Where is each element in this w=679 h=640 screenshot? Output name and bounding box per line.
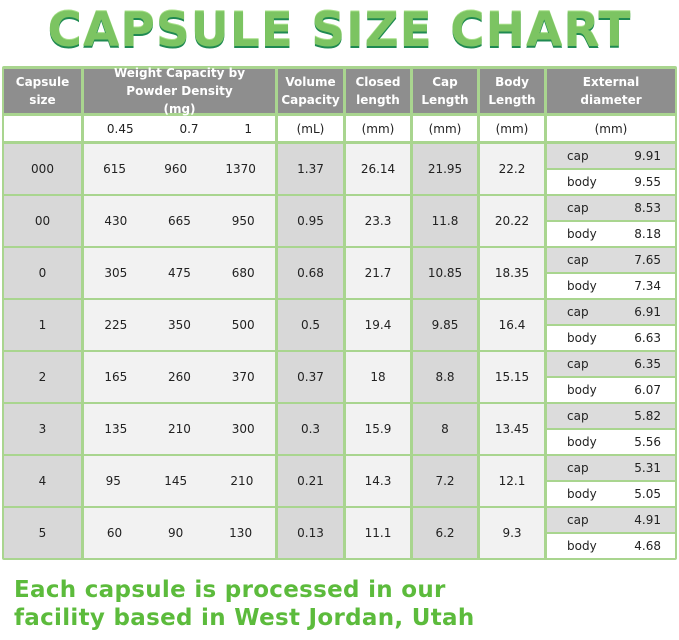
diameter-value: 7.34: [634, 279, 661, 293]
cell-weights: [84, 196, 275, 246]
cell-body-length: 15.15: [480, 352, 544, 402]
cell-capsule-size: 000: [4, 144, 81, 194]
weight-value: 210: [168, 422, 191, 436]
weight-value: 615: [103, 162, 126, 176]
weight-value: 475: [168, 266, 191, 280]
cell-diameter-cap: [547, 300, 675, 324]
cell-body-length: 13.45: [480, 404, 544, 454]
header-external-diameter: External diameter: [547, 69, 675, 113]
unit-diameter: (mm): [547, 116, 675, 141]
cell-volume: 0.68: [278, 248, 343, 298]
unit-body: (mm): [480, 116, 544, 141]
cell-body-length: 16.4: [480, 300, 544, 350]
cell-cap-length: 10.85: [413, 248, 477, 298]
diameter-part-label: cap: [567, 513, 589, 527]
cell-capsule-size: 4: [4, 456, 81, 506]
cell-diameter-cap: [547, 404, 675, 428]
cell-weights: [84, 508, 275, 558]
cell-capsule-size: 5: [4, 508, 81, 558]
diameter-value: 6.35: [634, 357, 661, 371]
weight-value: 300: [231, 422, 255, 436]
cell-body-length: 20.22: [480, 196, 544, 246]
weight-value: 130: [229, 526, 253, 540]
footer-line-2: facility based in West Jordan, Utah: [14, 605, 475, 631]
weight-value: 90: [168, 526, 184, 540]
cell-diameter-body: [547, 274, 675, 298]
cell-closed-length: 19.4: [346, 300, 410, 350]
cell-weights: [84, 352, 275, 402]
diameter-value: 5.31: [634, 461, 661, 475]
cell-body-length: 22.2: [480, 144, 544, 194]
weight-value: 665: [168, 214, 191, 228]
weight-value: 350: [168, 318, 191, 332]
cell-volume: 0.95: [278, 196, 343, 246]
diameter-part-label: body: [567, 487, 597, 501]
cell-closed-length: 26.14: [346, 144, 410, 194]
cell-diameter-cap: [547, 248, 675, 272]
diameter-part-label: body: [567, 383, 597, 397]
diameter-part-label: body: [567, 279, 597, 293]
cell-diameter-cap: [547, 196, 675, 220]
cell-volume: 0.3: [278, 404, 343, 454]
cell-closed-length: 11.1: [346, 508, 410, 558]
diameter-value: 4.91: [634, 513, 661, 527]
unit-volume: (mL): [278, 116, 343, 141]
diameter-value: 7.65: [634, 253, 661, 267]
diameter-value: 4.68: [634, 539, 661, 553]
diameter-part-label: body: [567, 227, 597, 241]
diameter-part-label: cap: [567, 409, 589, 423]
diameter-value: 8.53: [634, 201, 661, 215]
cell-diameter-body: [547, 482, 675, 506]
weight-value: 500: [231, 318, 255, 332]
cell-closed-length: 14.3: [346, 456, 410, 506]
diameter-part-label: body: [567, 331, 597, 345]
diameter-part-label: cap: [567, 253, 589, 267]
weight-value: 430: [104, 214, 128, 228]
density-label: 0.7: [179, 121, 199, 136]
diameter-part-label: body: [567, 435, 597, 449]
cell-weights: [84, 248, 275, 298]
weight-value: 95: [105, 474, 121, 488]
cell-capsule-size: 00: [4, 196, 81, 246]
cell-cap-length: 21.95: [413, 144, 477, 194]
header-body-length: Body Length: [480, 69, 544, 113]
diameter-part-label: cap: [567, 461, 589, 475]
cell-cap-length: 7.2: [413, 456, 477, 506]
cell-closed-length: 15.9: [346, 404, 410, 454]
unit-closed: (mm): [346, 116, 410, 141]
cell-closed-length: 18: [346, 352, 410, 402]
cell-diameter-cap: [547, 456, 675, 480]
weight-value: 165: [104, 370, 128, 384]
weight-value: 225: [104, 318, 128, 332]
cell-volume: 1.37: [278, 144, 343, 194]
cell-diameter-body: [547, 534, 675, 558]
diameter-part-label: cap: [567, 201, 589, 215]
cell-closed-length: 21.7: [346, 248, 410, 298]
cell-diameter-body: [547, 170, 675, 194]
cell-capsule-size: 3: [4, 404, 81, 454]
cell-diameter-body: [547, 430, 675, 454]
cell-diameter-body: [547, 222, 675, 246]
cell-cap-length: 8: [413, 404, 477, 454]
capsule-size-table: [2, 66, 677, 560]
cell-volume: 0.5: [278, 300, 343, 350]
weight-value: 60: [106, 526, 123, 540]
diameter-part-label: cap: [567, 149, 589, 163]
cell-volume: 0.37: [278, 352, 343, 402]
weight-value: 135: [104, 422, 128, 436]
weight-value: 960: [164, 162, 188, 176]
cell-capsule-size: 1: [4, 300, 81, 350]
cell-capsule-size: 0: [4, 248, 81, 298]
header-weight-capacity: Weight Capacity by Powder Density (mg): [84, 69, 275, 113]
cell-volume: 0.13: [278, 508, 343, 558]
header-closed-length: Closed length: [346, 69, 410, 113]
weight-value: 950: [231, 214, 255, 228]
footer-line-1: Each capsule is processed in our: [14, 577, 446, 603]
density-label: 0.45: [106, 121, 134, 136]
cell-diameter-cap: [547, 508, 675, 532]
cell-cap-length: 9.85: [413, 300, 477, 350]
diameter-value: 5.05: [634, 487, 661, 501]
diameter-part-label: cap: [567, 305, 589, 319]
cell-body-length: 18.35: [480, 248, 544, 298]
cell-closed-length: 23.3: [346, 196, 410, 246]
unit-size-blank: [4, 116, 81, 141]
diameter-value: 9.55: [634, 175, 661, 189]
cell-volume: 0.21: [278, 456, 343, 506]
cell-weights: [84, 300, 275, 350]
unit-densities: [84, 116, 275, 141]
weight-value: 305: [104, 266, 128, 280]
footer-note: [14, 576, 674, 632]
cell-weights: [84, 404, 275, 454]
header-capsule-size: Capsule size: [4, 69, 81, 113]
weight-value: 1370: [225, 162, 256, 176]
diameter-value: 6.63: [634, 331, 661, 345]
diameter-value: 5.82: [634, 409, 661, 423]
cell-cap-length: 11.8: [413, 196, 477, 246]
chart-title: CAPSULE SIZE CHART: [47, 3, 632, 58]
weight-value: 370: [231, 370, 255, 384]
header-volume-capacity: Volume Capacity: [278, 69, 343, 113]
diameter-value: 5.56: [634, 435, 661, 449]
cell-weights: [84, 144, 275, 194]
cell-body-length: 12.1: [480, 456, 544, 506]
diameter-value: 6.07: [634, 383, 661, 397]
cell-cap-length: 6.2: [413, 508, 477, 558]
cell-diameter-cap: [547, 352, 675, 376]
cell-body-length: 9.3: [480, 508, 544, 558]
diameter-value: 8.18: [634, 227, 661, 241]
diameter-part-label: cap: [567, 357, 589, 371]
cell-diameter-cap: [547, 144, 675, 168]
header-cap-length: Cap Length: [413, 69, 477, 113]
cell-weights: [84, 456, 275, 506]
cell-diameter-body: [547, 378, 675, 402]
cell-diameter-body: [547, 326, 675, 350]
cell-cap-length: 8.8: [413, 352, 477, 402]
weight-value: 145: [164, 474, 188, 488]
unit-cap: (mm): [413, 116, 477, 141]
diameter-part-label: body: [567, 539, 597, 553]
diameter-part-label: body: [567, 175, 597, 189]
weight-value: 210: [230, 474, 254, 488]
weight-value: 260: [168, 370, 191, 384]
cell-capsule-size: 2: [4, 352, 81, 402]
diameter-value: 9.91: [634, 149, 661, 163]
diameter-value: 6.91: [634, 305, 661, 319]
weight-value: 680: [231, 266, 255, 280]
density-label: 1: [244, 121, 253, 136]
